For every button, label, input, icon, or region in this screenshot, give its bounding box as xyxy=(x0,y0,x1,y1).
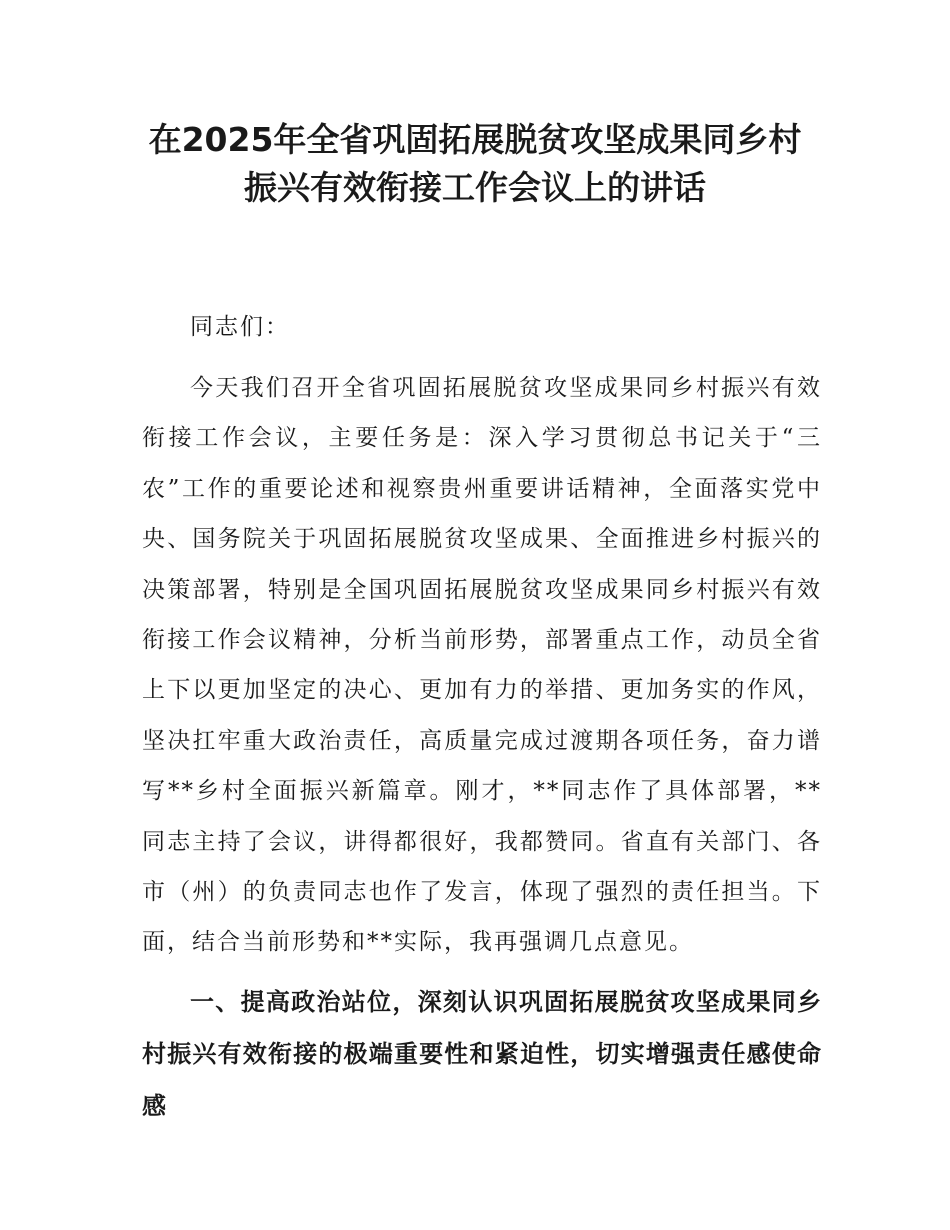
document-title-line-2: 振兴有效衔接工作会议上的讲话 xyxy=(244,168,706,207)
section-heading: 一、提高政治站位，深刻认识巩固拓展脱贫攻坚成果同乡村振兴有效衔接的极端重要性和紧迫性，切实增强责任感使命感 xyxy=(142,988,822,1120)
body-paragraph: 今天我们召开全省巩固拓展脱贫攻坚成果同乡村振兴有效衔接工作会议，主要任务是：深入学习贯彻总书记关于“三农”工作的重要论述和视察贵州重要讲话精神，全面落实党中央、国务院关于巩固拓展脱贫攻坚成果、全面推进乡村振兴的决策部署，特别是全国巩固拓展脱贫攻坚成果同乡村振兴有效衔接工作会议精神，分析当前形势，部署重点工作，动员全省上下以更加坚定的决心、更加有力的举措、更加务实的作风，坚决扛牢重大政治责任，高质量完成过渡期各项任务，奋力谱写**乡村全面振兴新篇章。刚才，**同志作了具体部署，**同志主持了会议，讲得都很好，我都赞同。省直有关部门、各市（州）的负责同志也作了发言，体现了强烈的责任担当。下面，结合当前形势和**实际，我再强调几点意见。 xyxy=(142,375,822,956)
document-title-line-1: 在2025年全省巩固拓展脱贫攻坚成果同乡村 xyxy=(148,120,802,159)
salutation: 同志们： xyxy=(190,314,290,340)
